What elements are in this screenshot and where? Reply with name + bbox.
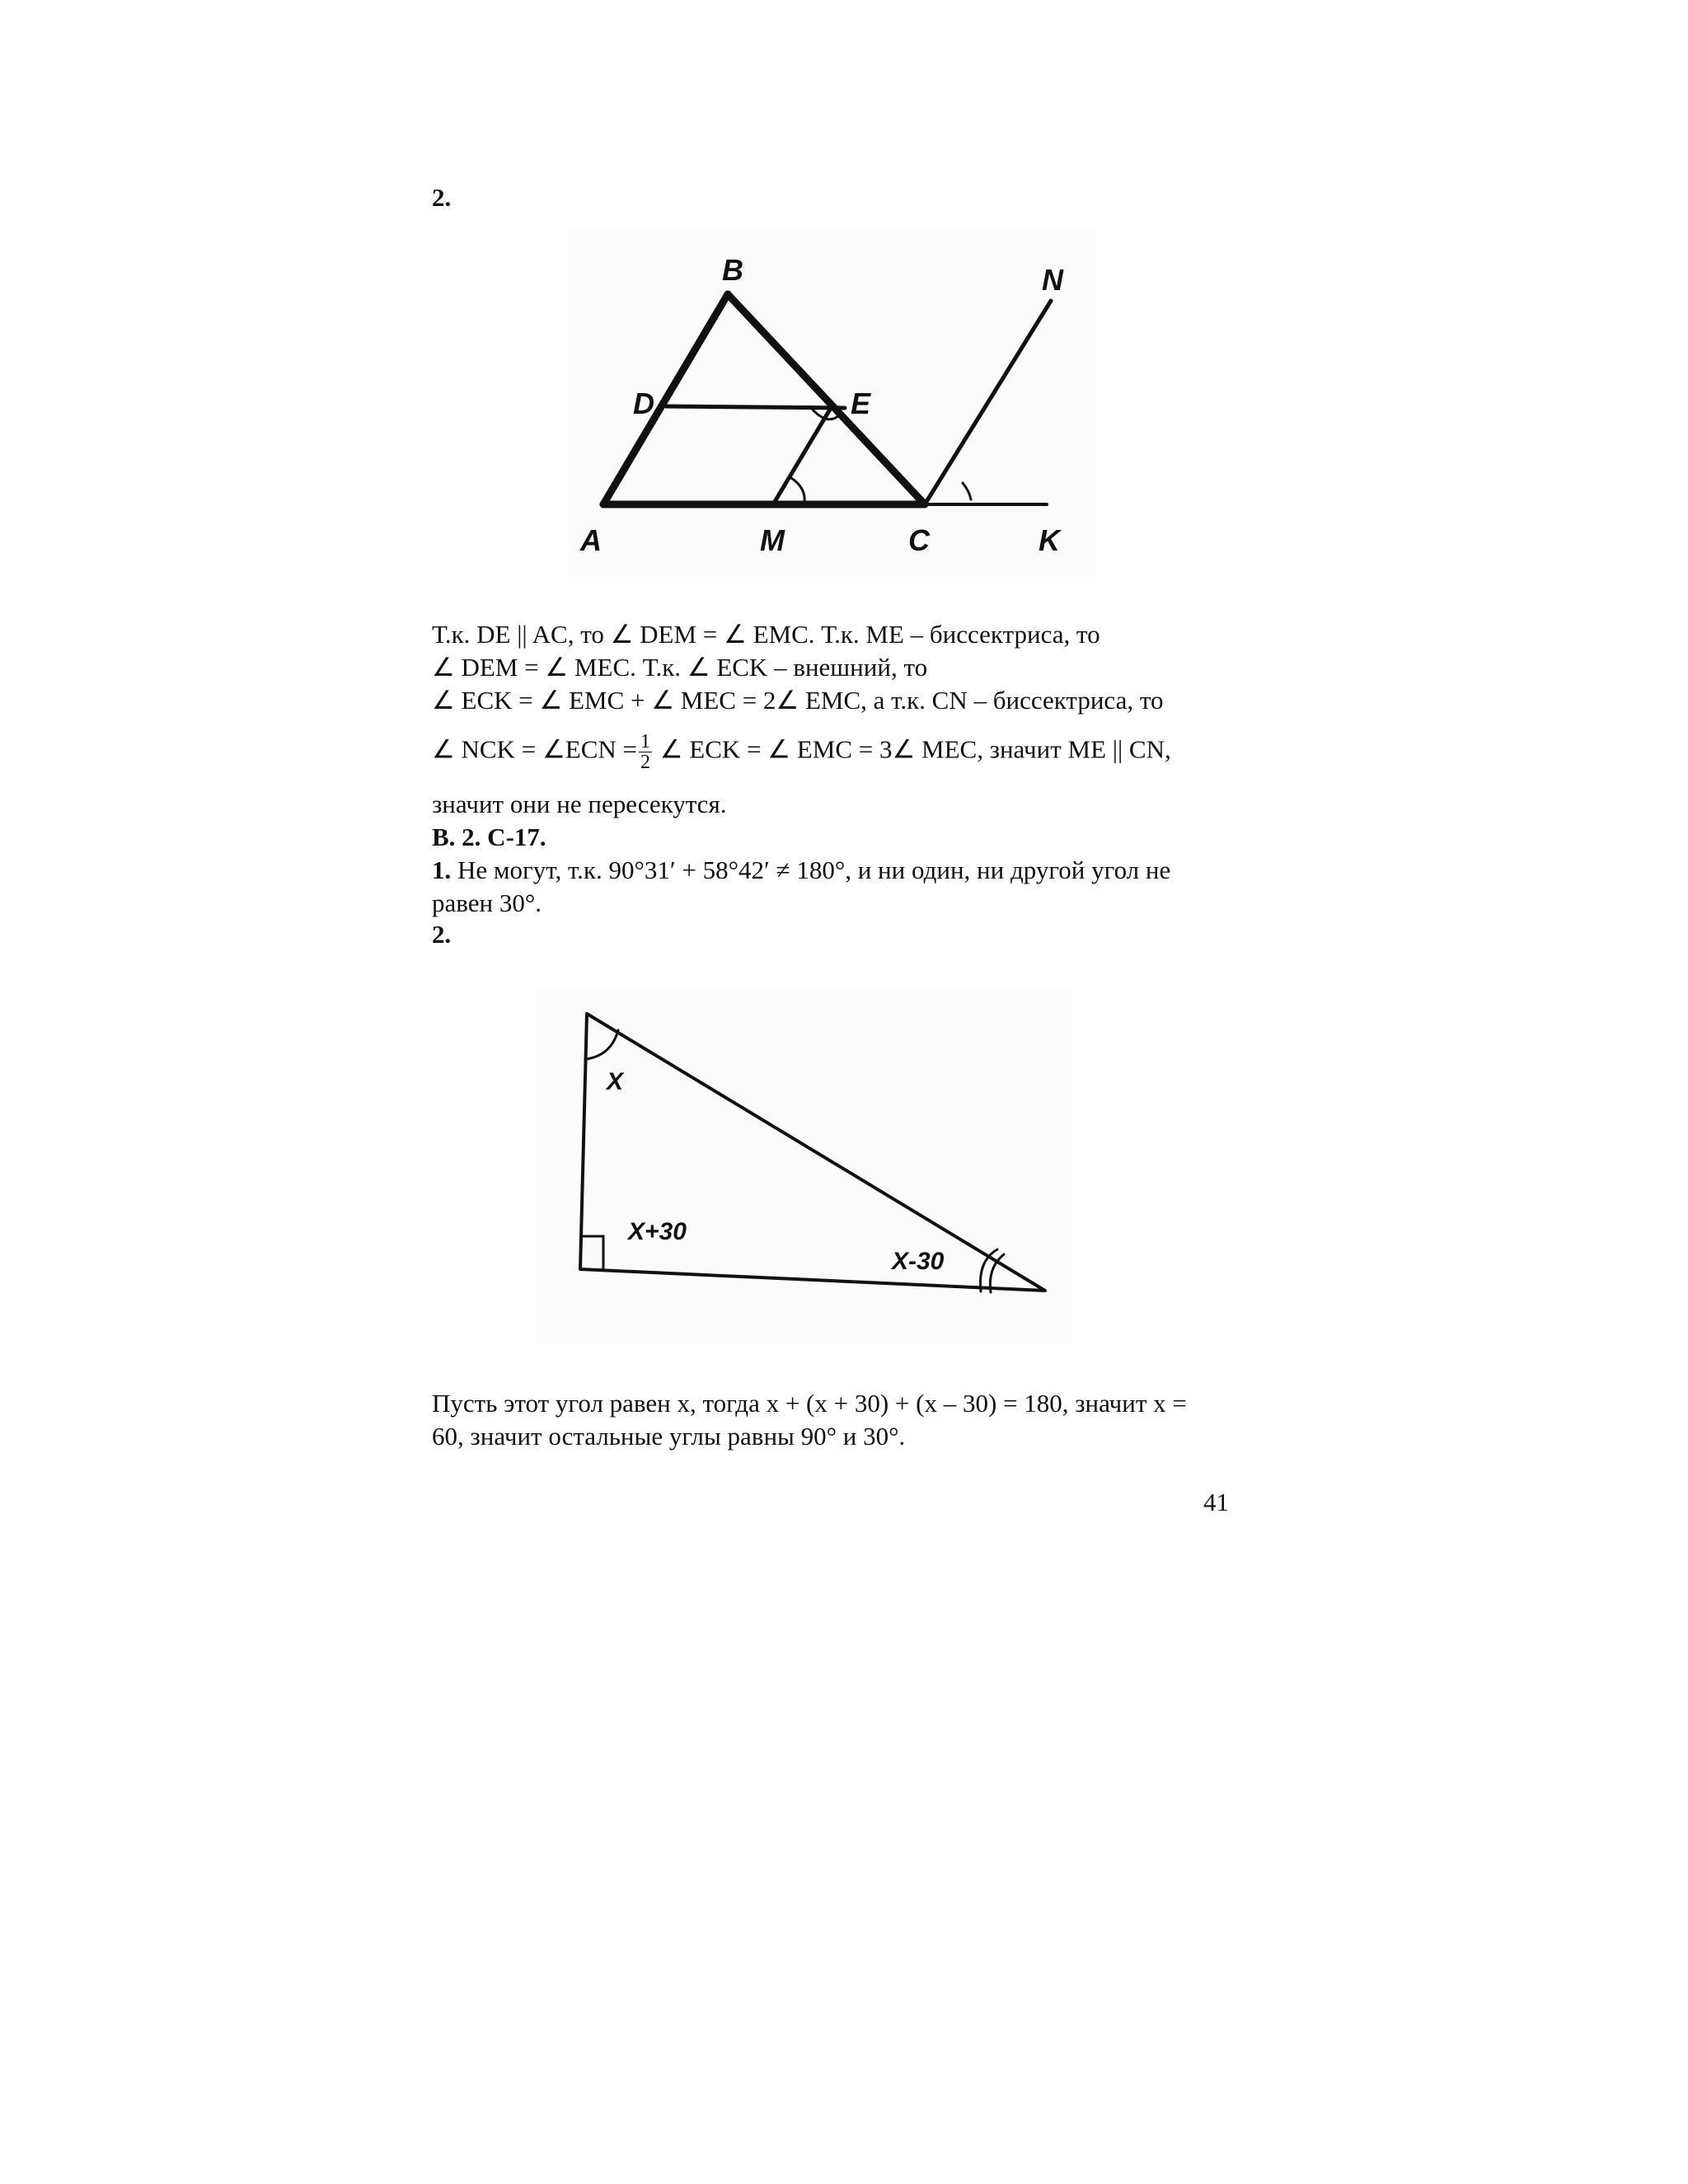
label-e: E [851, 387, 871, 420]
item-1 [432, 854, 1170, 887]
text-line-5: значит они не пересекутся. [432, 790, 727, 818]
problem-number-1: 2. [432, 183, 452, 212]
fraction-before: ∠ NCK = ∠ECN = [432, 734, 637, 764]
fraction-after: ∠ ECK = ∠ EMC = 3∠ MEC, значит ME || CN, [654, 734, 1171, 764]
item-1-number: 1. [432, 855, 452, 884]
label-b: B [722, 253, 743, 287]
label-m: M [760, 523, 785, 557]
item-1-text-2: равен 30°. [432, 888, 542, 917]
text-line-1: Т.к. DE || AC, то ∠ DEM = ∠ EMC. Т.к. ME – биссектриса, то [432, 620, 1100, 649]
problem-number-2: 2. [432, 920, 452, 949]
fraction-one-half [639, 732, 652, 772]
label-n: N [1042, 263, 1063, 297]
geometry-figure-2 [536, 989, 1071, 1343]
label-c: C [908, 523, 930, 557]
text-line-3: ∠ ECK = ∠ EMC + ∠ MEC = 2∠ EMC, а т.к. CN – биссектриса, то [432, 686, 1164, 715]
text-line-2: ∠ DEM = ∠ MEC. Т.к. ∠ ECK – внешний, то [432, 653, 928, 682]
angle-label-bottom-right: X-30 [892, 1248, 945, 1275]
angle-label-right: X+30 [628, 1218, 687, 1245]
section-heading: В. 2. С-17. [432, 823, 546, 851]
fraction-denominator: 2 [640, 752, 650, 773]
label-d: D [633, 387, 654, 420]
solution-line-1: Пусть этот угол равен x, тогда x + (x + 30) + (x – 30) = 180, значит x = [432, 1389, 1187, 1418]
segment-de [666, 406, 845, 408]
label-k: K [1039, 523, 1060, 557]
label-a: A [580, 523, 602, 557]
page-number: 41 [1203, 1488, 1229, 1516]
solution-line-2: 60, значит остальные углы равны 90° и 30°. [432, 1422, 906, 1451]
angle-label-top: X [607, 1068, 624, 1095]
text-line-fraction [432, 732, 1171, 772]
item-1-text: Не могут, т.к. 90°31′ + 58°42′ ≠ 180°, и ни один, ни другой угол не [451, 855, 1171, 884]
geometry-figure-1 [569, 231, 1096, 577]
fraction-numerator: 1 [640, 731, 650, 752]
